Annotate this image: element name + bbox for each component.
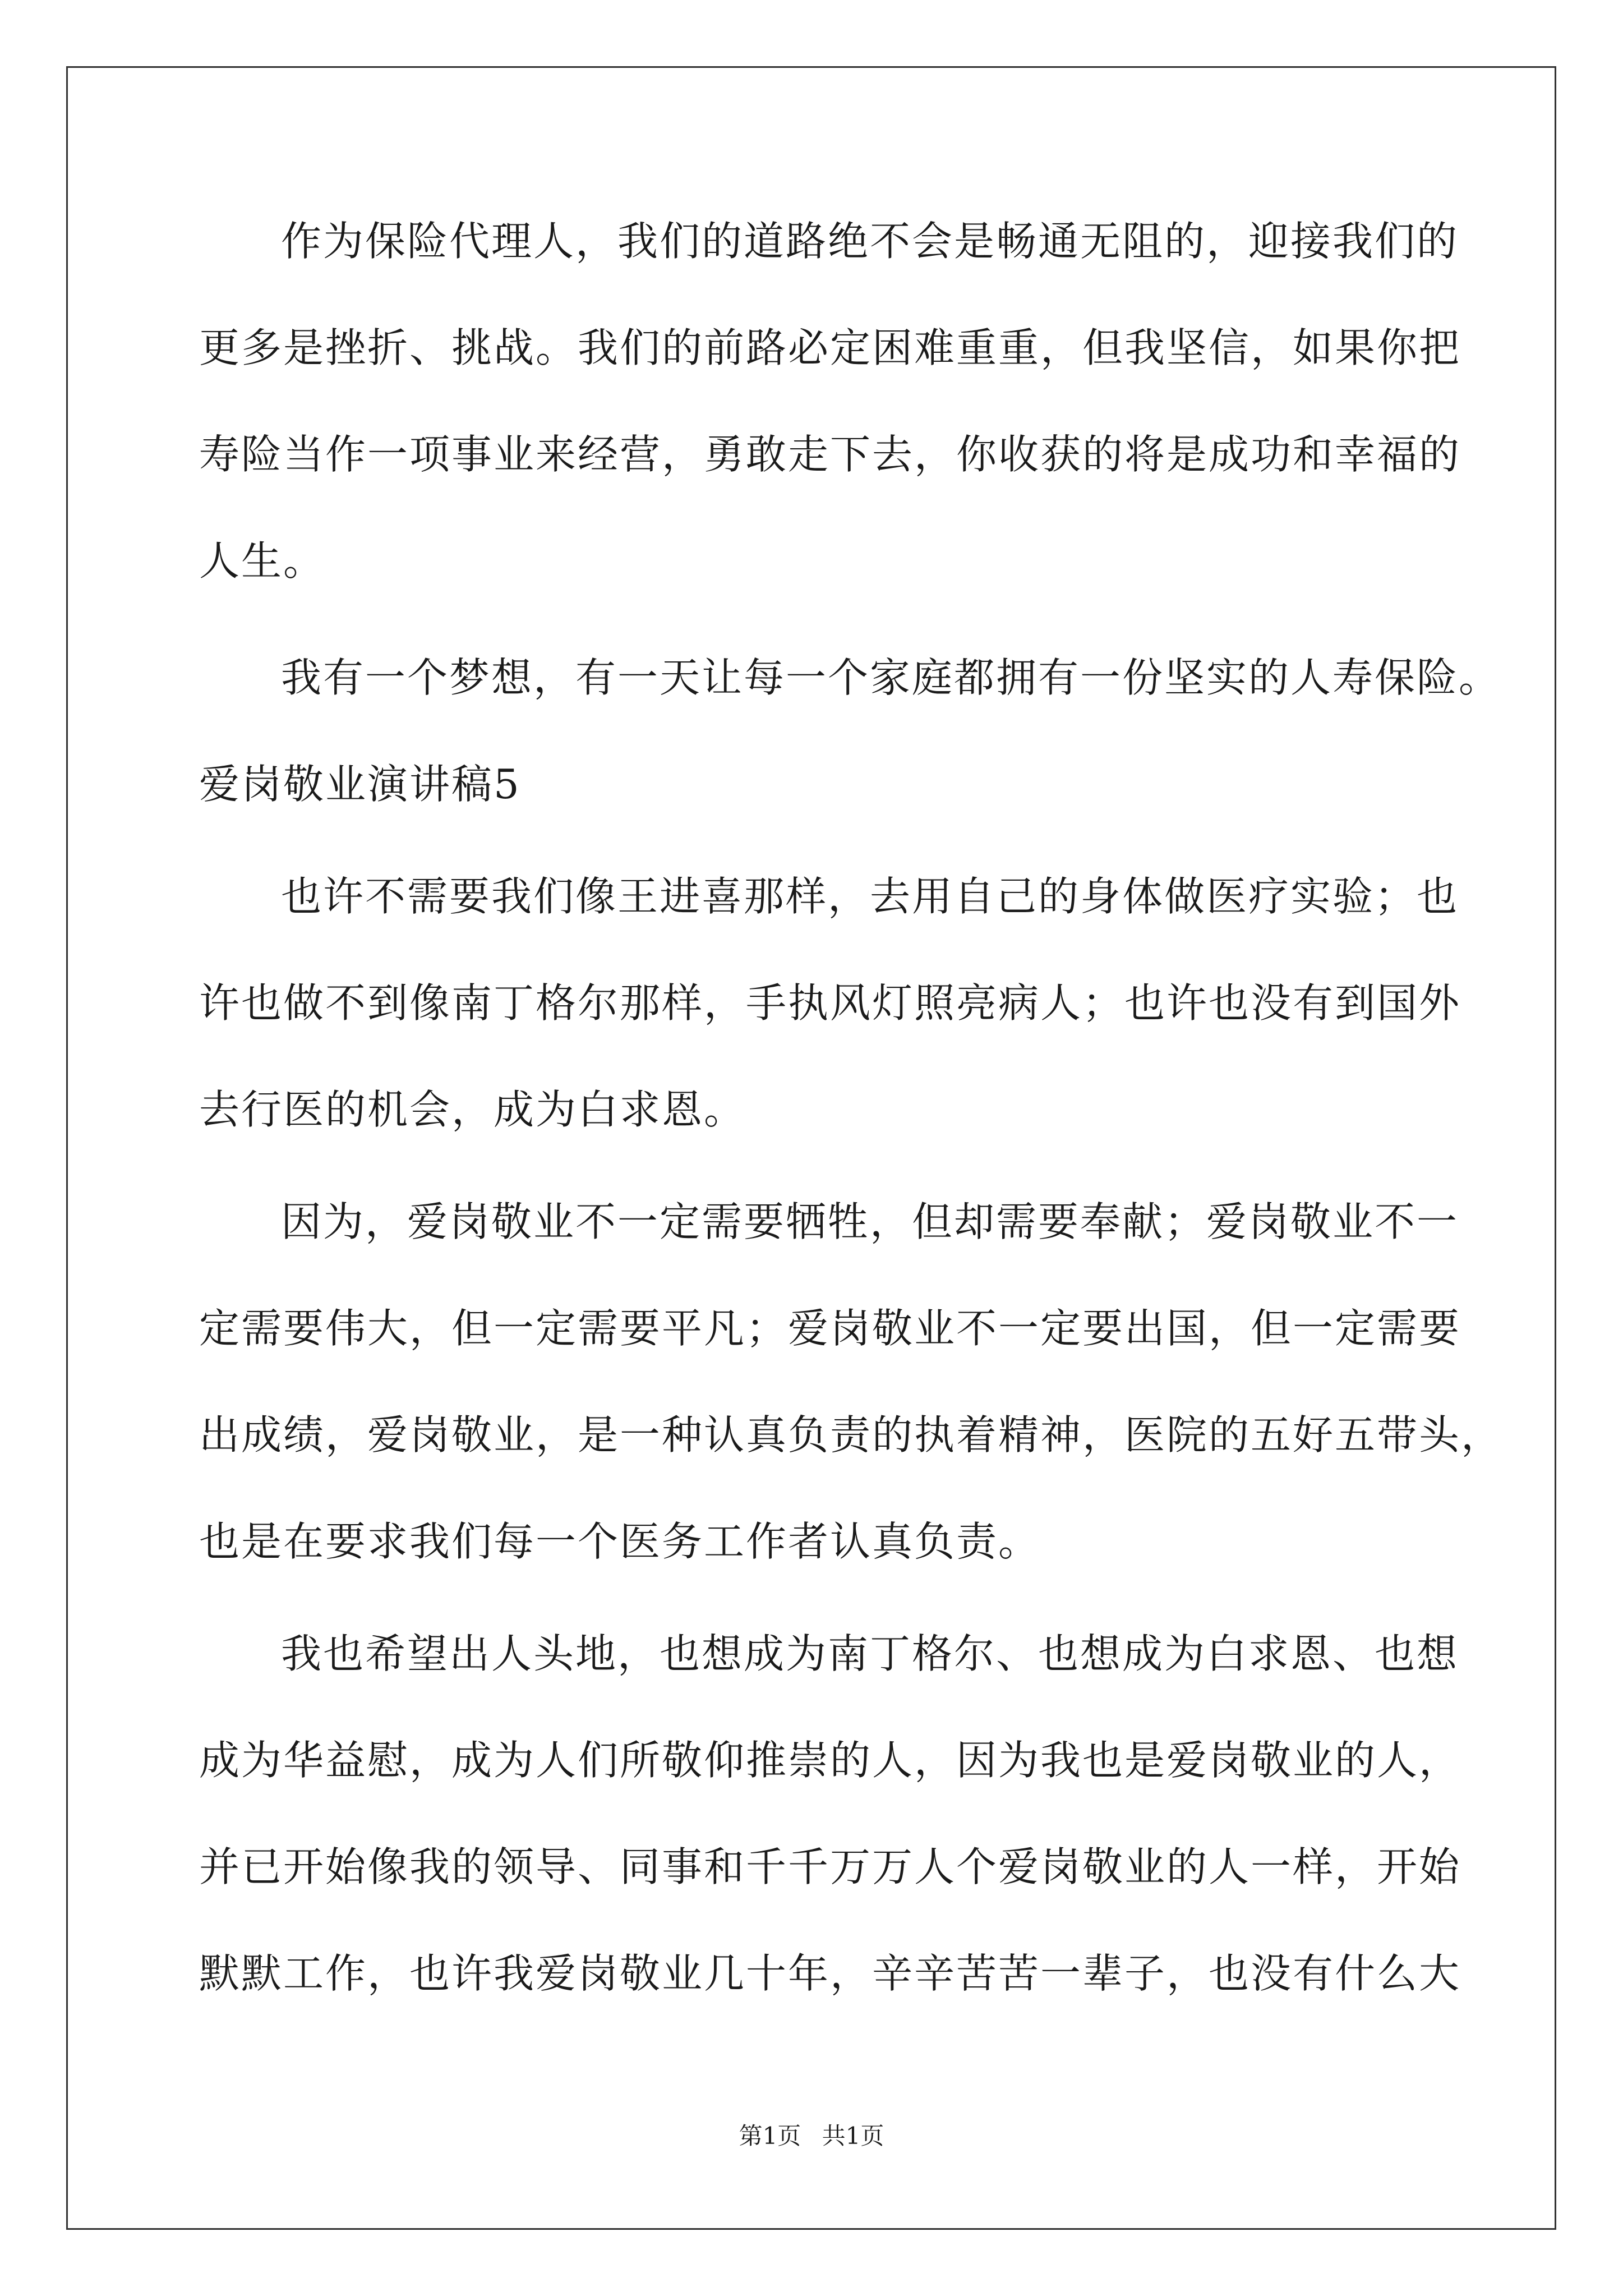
paragraph-line: 也许不需要我们像王进喜那样，去用自己的身体做医疗实验；也 <box>281 873 1459 920</box>
paragraph-line: 我有一个梦想，有一天让每一个家庭都拥有一份坚实的人寿保险。 <box>281 654 1501 701</box>
page-border <box>66 66 1556 2230</box>
paragraph-line: 寿险当作一项事业来经营，勇敢走下去，你收获的将是成功和幸福的 <box>199 431 1461 478</box>
page-number-total: 共1页 <box>822 2122 884 2150</box>
page-number-current: 第1页 <box>739 2122 801 2150</box>
paragraph-line: 也是在要求我们每一个医务工作者认真负责。 <box>199 1518 1041 1565</box>
paragraph-line: 去行医的机会，成为白求恩。 <box>199 1086 746 1133</box>
section-heading: 爱岗敬业演讲稿5 <box>199 761 521 808</box>
paragraph-line: 作为保险代理人，我们的道路绝不会是畅通无阻的，迎接我们的 <box>281 218 1459 265</box>
paragraph-line: 我也希望出人头地，也想成为南丁格尔、也想成为白求恩、也想 <box>281 1630 1459 1677</box>
paragraph-line: 出成绩，爱岗敬业，是一种认真负责的执着精神，医院的五好五带头， <box>199 1411 1504 1458</box>
paragraph-line: 因为，爱岗敬业不一定需要牺牲，但却需要奉献；爱岗敬业不一 <box>281 1198 1459 1245</box>
paragraph-line: 并已开始像我的领导、同事和千千万万人个爱岗敬业的人一样，开始 <box>199 1843 1461 1890</box>
paragraph-line: 定需要伟大，但一定需要平凡；爱岗敬业不一定要出国，但一定需要 <box>199 1305 1461 1352</box>
paragraph-line: 人生。 <box>199 537 326 585</box>
paragraph-line: 许也做不到像南丁格尔那样，手执风灯照亮病人；也许也没有到国外 <box>199 979 1461 1027</box>
paragraph-line: 成为华益慰，成为人们所敬仰推崇的人，因为我也是爱岗敬业的人， <box>199 1737 1461 1784</box>
paragraph-line: 默默工作，也许我爱岗敬业几十年，辛辛苦苦一辈子，也没有什么大 <box>199 1950 1461 1997</box>
paragraph-line: 更多是挫折、挑战。我们的前路必定困难重重，但我坚信，如果你把 <box>199 324 1461 371</box>
page-footer <box>0 2119 1623 2153</box>
